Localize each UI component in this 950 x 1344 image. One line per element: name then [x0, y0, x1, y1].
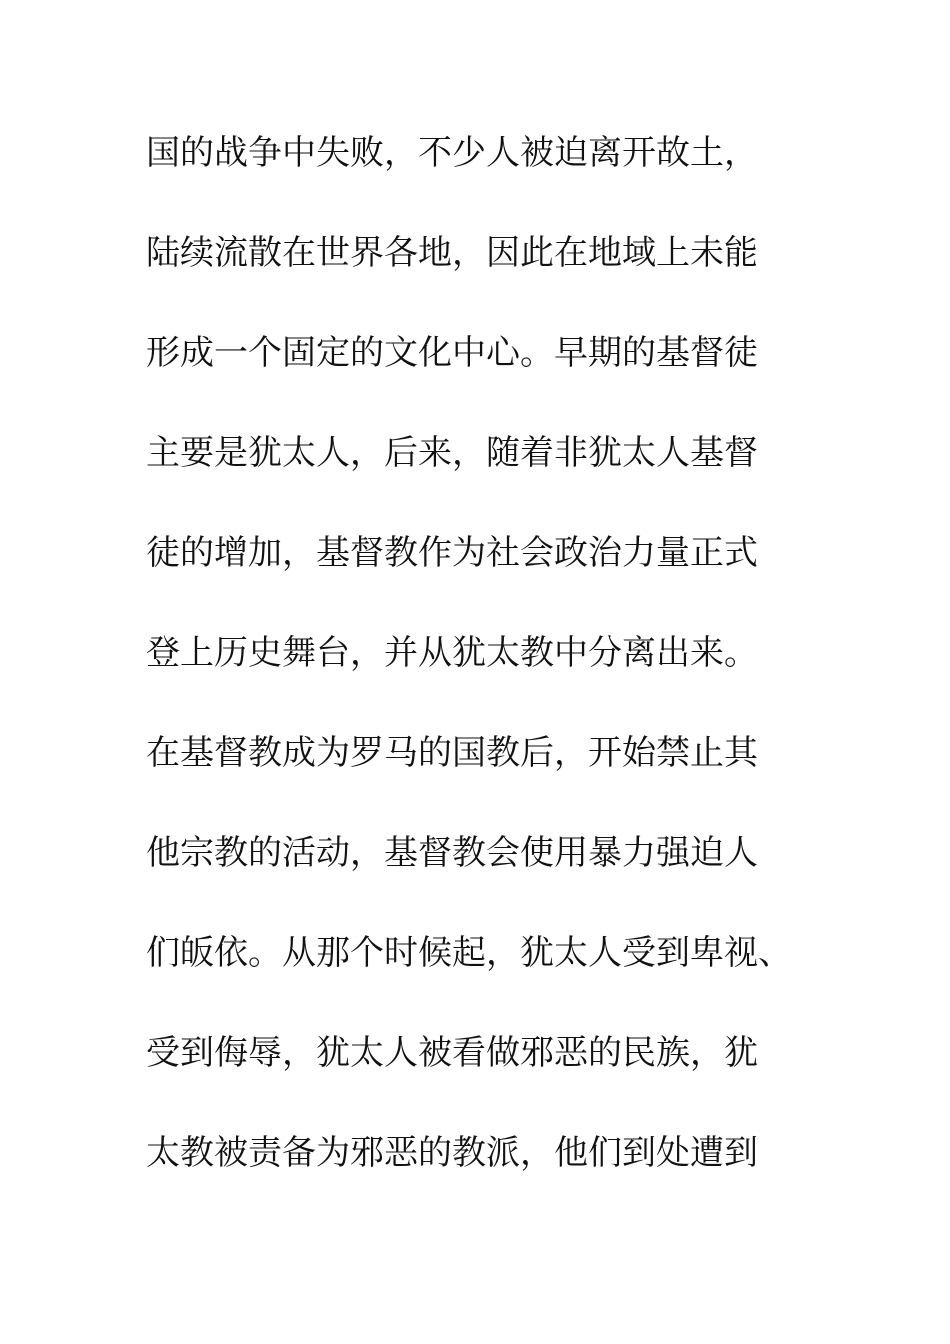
text-line: 陆续流散在世界各地，因此在地域上未能: [146, 233, 758, 273]
text-line: 徒的增加，基督教作为社会政治力量正式: [146, 533, 758, 573]
text-line: 们皈依。从那个时候起，犹太人受到卑视、: [146, 933, 792, 973]
text-line: 国的战争中失败，不少人被迫离开故土，: [146, 133, 758, 173]
text-line: 登上历史舞台，并从犹太教中分离出来。: [146, 633, 758, 673]
body-text: [146, 127, 826, 1227]
text-line: 在基督教成为罗马的国教后，开始禁止其: [146, 733, 758, 773]
text-line: 形成一个固定的文化中心。早期的基督徒: [146, 333, 758, 373]
text-line: 主要是犹太人，后来，随着非犹太人基督: [146, 433, 758, 473]
text-line: 太教被责备为邪恶的教派，他们到处遭到: [146, 1133, 758, 1173]
text-line: 他宗教的活动，基督教会使用暴力强迫人: [146, 833, 758, 873]
text-line: 受到侮辱，犹太人被看做邪恶的民族，犹: [146, 1033, 758, 1073]
